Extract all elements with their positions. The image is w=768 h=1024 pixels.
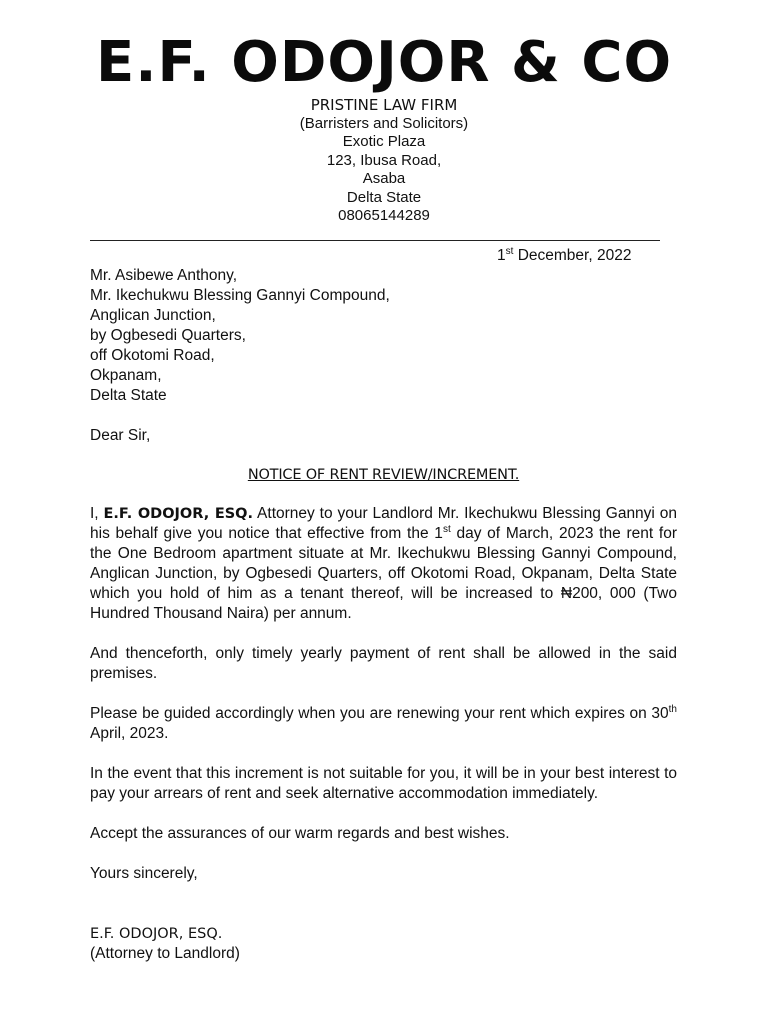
recipient-line: Okpanam, [90, 367, 162, 384]
address-city: Asaba [362, 170, 406, 187]
letter-body [90, 266, 677, 964]
address-line-2: 123, Ibusa Road, [326, 151, 442, 169]
date-rest: December, 2022 [513, 247, 632, 264]
firm-description: (Barristers and Solicitors) [299, 114, 469, 132]
notice-heading: NOTICE OF RENT REVIEW/INCREMENT. [247, 467, 520, 483]
date-day: 1 [497, 247, 506, 264]
attorney-name: E.F. ODOJOR, ESQ. [103, 506, 254, 522]
paragraph-notice [90, 504, 677, 624]
paragraph-thenceforth: And thenceforth, only timely yearly payment of rent shall be allowed in the said premises. [90, 645, 677, 682]
salutation: Dear Sir, [90, 427, 151, 444]
signature-block [90, 924, 677, 964]
date-suffix: st [505, 245, 514, 257]
para1-text-a: Attorney to your Landlord Mr. Ikechukwu Blessing Gannyi on his behalf give you notice that effective from the 1 [90, 505, 678, 542]
paragraph-renewal [90, 704, 677, 744]
para1-sup: st [442, 523, 451, 535]
firm-name: E.F. ODOJOR & CO [95, 30, 673, 95]
paragraph-event: In the event that this increment is not suitable for you, it will be in your best interest to pay your arrears of rent and seek alternative accommodation immediately. [90, 765, 677, 802]
closing: Yours sincerely, [90, 865, 198, 882]
letter-date [497, 246, 631, 266]
address-line-1: Exotic Plaza [342, 133, 426, 150]
para1-text-b: day of March, 2023 the rent for the One Bedroom apartment situate at Mr. Ikechukwu Blessing Gannyi Compound, Anglican Junction, by Ogbesedi Quarters, off Okotomi Road, Okpanam, Delta State which you hold of him as a tenant thereof, will be increased to ₦200, 000 (Two Hundred Thousand Naira) per annum. [90, 525, 677, 622]
para3-text-a: Please be guided accordingly when you are renewing your rent which expires on 30 [90, 705, 669, 722]
signature-role: (Attorney to Landlord) [90, 945, 240, 962]
signature-name: E.F. ODOJOR, ESQ. [90, 926, 223, 942]
firm-phone: 08065144289 [338, 207, 430, 224]
recipient-address [90, 266, 677, 406]
recipient-line: Mr. Asibewe Anthony, [90, 267, 238, 284]
address-state: Delta State [346, 188, 422, 206]
recipient-line: Anglican Junction, [90, 307, 216, 324]
letterhead-divider [90, 240, 660, 241]
recipient-line: Delta State [90, 387, 167, 404]
letterhead [0, 96, 768, 226]
firm-subtitle: PRISTINE LAW FIRM [310, 96, 458, 114]
recipient-line: Mr. Ikechukwu Blessing Gannyi Compound, [90, 287, 390, 304]
paragraph-regards: Accept the assurances of our warm regards and best wishes. [90, 825, 510, 842]
recipient-line: by Ogbesedi Quarters, [90, 327, 246, 344]
recipient-line: off Okotomi Road, [90, 347, 215, 364]
para1-lead: I, [90, 505, 104, 522]
para3-sup: th [668, 703, 677, 715]
para3-text-b: April, 2023. [90, 725, 169, 742]
